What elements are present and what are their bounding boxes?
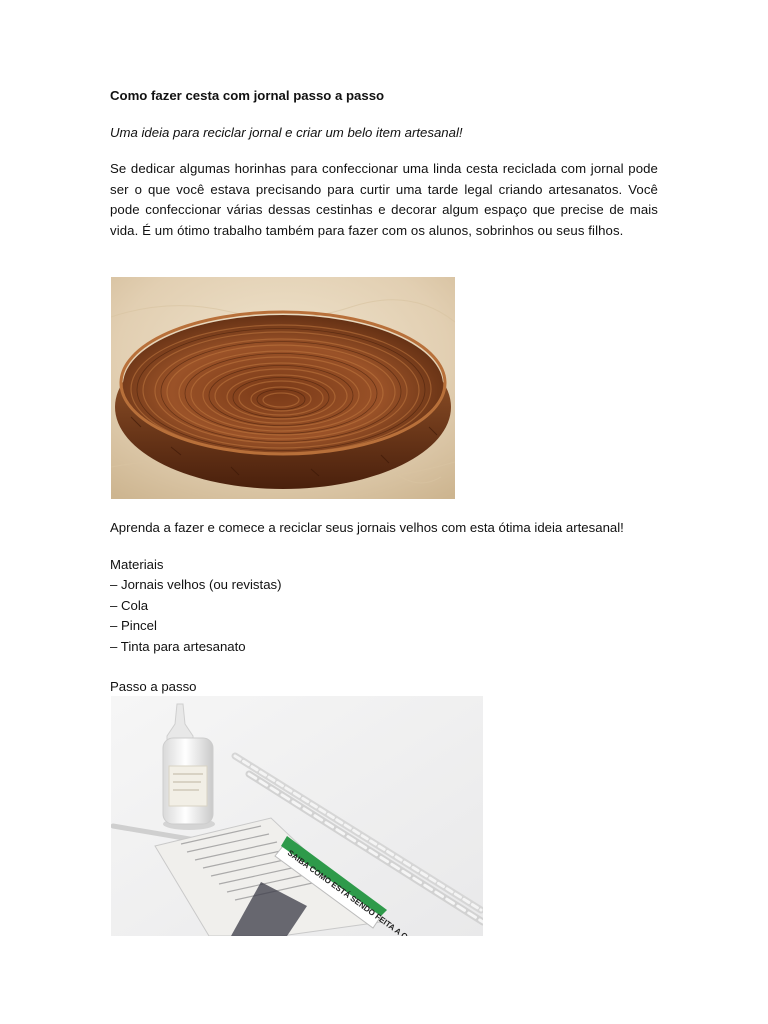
newspaper-materials-photo [111, 696, 483, 936]
article-title: Como fazer cesta com jornal passo a passo [110, 88, 385, 103]
materials-list [110, 575, 658, 657]
call-to-action-text: Aprenda a fazer e comece a reciclar seus jornais velhos com esta ótima ideia artesanal! [110, 520, 624, 535]
list-item: – Cola [110, 597, 149, 613]
steps-heading: Passo a passo [110, 679, 197, 694]
article-subtitle: Uma ideia para reciclar jornal e criar um belo item artesanal! [110, 125, 463, 140]
woven-basket-photo [111, 277, 455, 499]
list-item: – Pincel [110, 618, 157, 634]
materials-heading: Materiais [110, 557, 164, 572]
list-item: – Jornais velhos (ou revistas) [110, 577, 282, 592]
list-item: – Tinta para artesanato [110, 638, 246, 654]
intro-paragraph: Se dedicar algumas horinhas para confeccionar uma linda cesta reciclada com jornal pode ser o que você estava precisando para curtir uma tarde legal criando artesanatos. Você pode confeccionar várias dessas cestinhas e decorar algum espaço que precise de mais vida. É um ótimo trabalho também para fazer com os alunos, sobrinhos ou seus filhos. [110, 161, 658, 238]
